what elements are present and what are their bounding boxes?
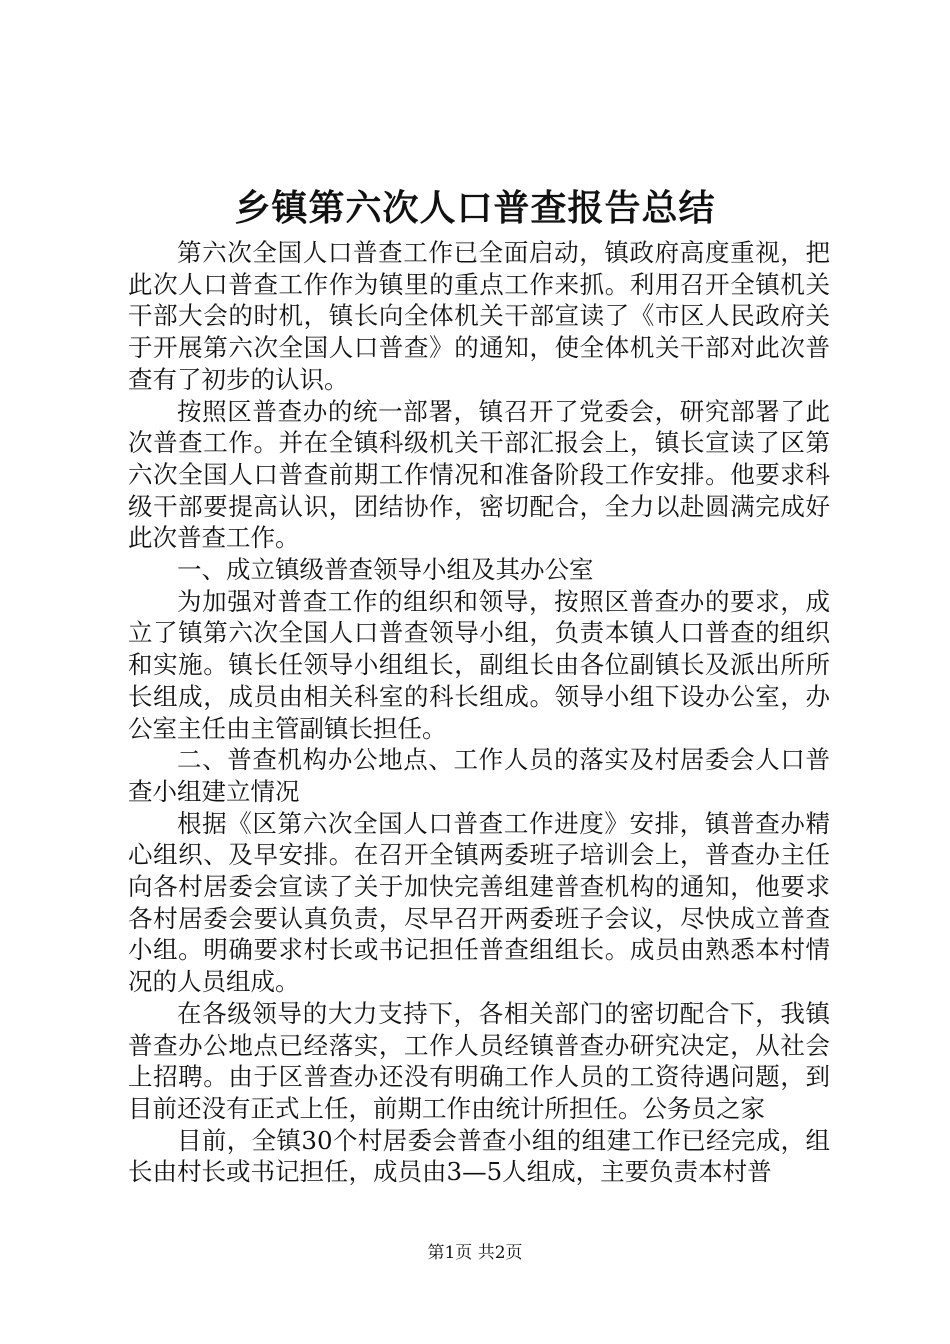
paragraph-office-staff: 在各级领导的大力支持下，各相关部门的密切配合下，我镇普查办公地点已经落实，工作人员经镇普查办研究决定，从社会上招聘。由于区普查办还没有明确工作人员的工资待遇问题，到目前还没有正式上任，前期工作由统计所担任。公务员之家 (128, 998, 830, 1123)
document-title: 乡镇第六次人口普查报告总结 (234, 187, 716, 229)
document-body (128, 237, 830, 1188)
section-heading-2: 二、普查机构办公地点、工作人员的落实及村居委会人口普查小组建立情况 (128, 745, 830, 806)
page-number-footer: 第1页 共2页 (427, 1243, 523, 1263)
paragraph-intro: 第六次全国人口普查工作已全面启动，镇政府高度重视，把此次人口普查工作作为镇里的重点工作来抓。利用召开全镇机关干部大会的时机，镇长向全体机关干部宣读了《市区人民政府关于开展第六次全国人口普查》的通知，使全体机关干部对此次普查有了初步的认识。 (128, 238, 830, 394)
paragraph-schedule: 根据《区第六次全国人口普查工作进度》安排，镇普查办精心组织、及早安排。在召开全镇两委班子培训会上，普查办主任向各村居委会宣读了关于加快完善组建普查机构的通知，他要求各村居委会要认真负责，尽早召开两委班子会议，尽快成立普查小组。明确要求村长或书记担任普查组组长。成员由熟悉本村情况的人员组成。 (128, 808, 830, 997)
paragraph-deployment: 按照区普查办的统一部署，镇召开了党委会，研究部署了此次普查工作。并在全镇科级机关干部汇报会上，镇长宣读了区第六次全国人口普查前期工作情况和准备阶段工作安排。他要求科级干部要提高认识，团结协作，密切配合，全力以赴圆满完成好此次普查工作。 (128, 396, 830, 553)
paragraph-current-status: 目前，全镇30个村居委会普查小组的组建工作已经完成，组长由村长或书记担任，成员由3—5人组成，主要负责本村普 (128, 1125, 830, 1187)
section-heading-1: 一、成立镇级普查领导小组及其办公室 (177, 555, 594, 585)
paragraph-leading-group: 为加强对普查工作的组织和领导，按照区普查办的要求，成立了镇第六次全国人口普查领导小组，负责本镇人口普查的组织和实施。镇长任领导小组组长，副组长由各位副镇长及派出所所长组成，成员由相关科室的科长组成。领导小组下设办公室，办公室主任由主管副镇长担任。 (128, 586, 830, 743)
